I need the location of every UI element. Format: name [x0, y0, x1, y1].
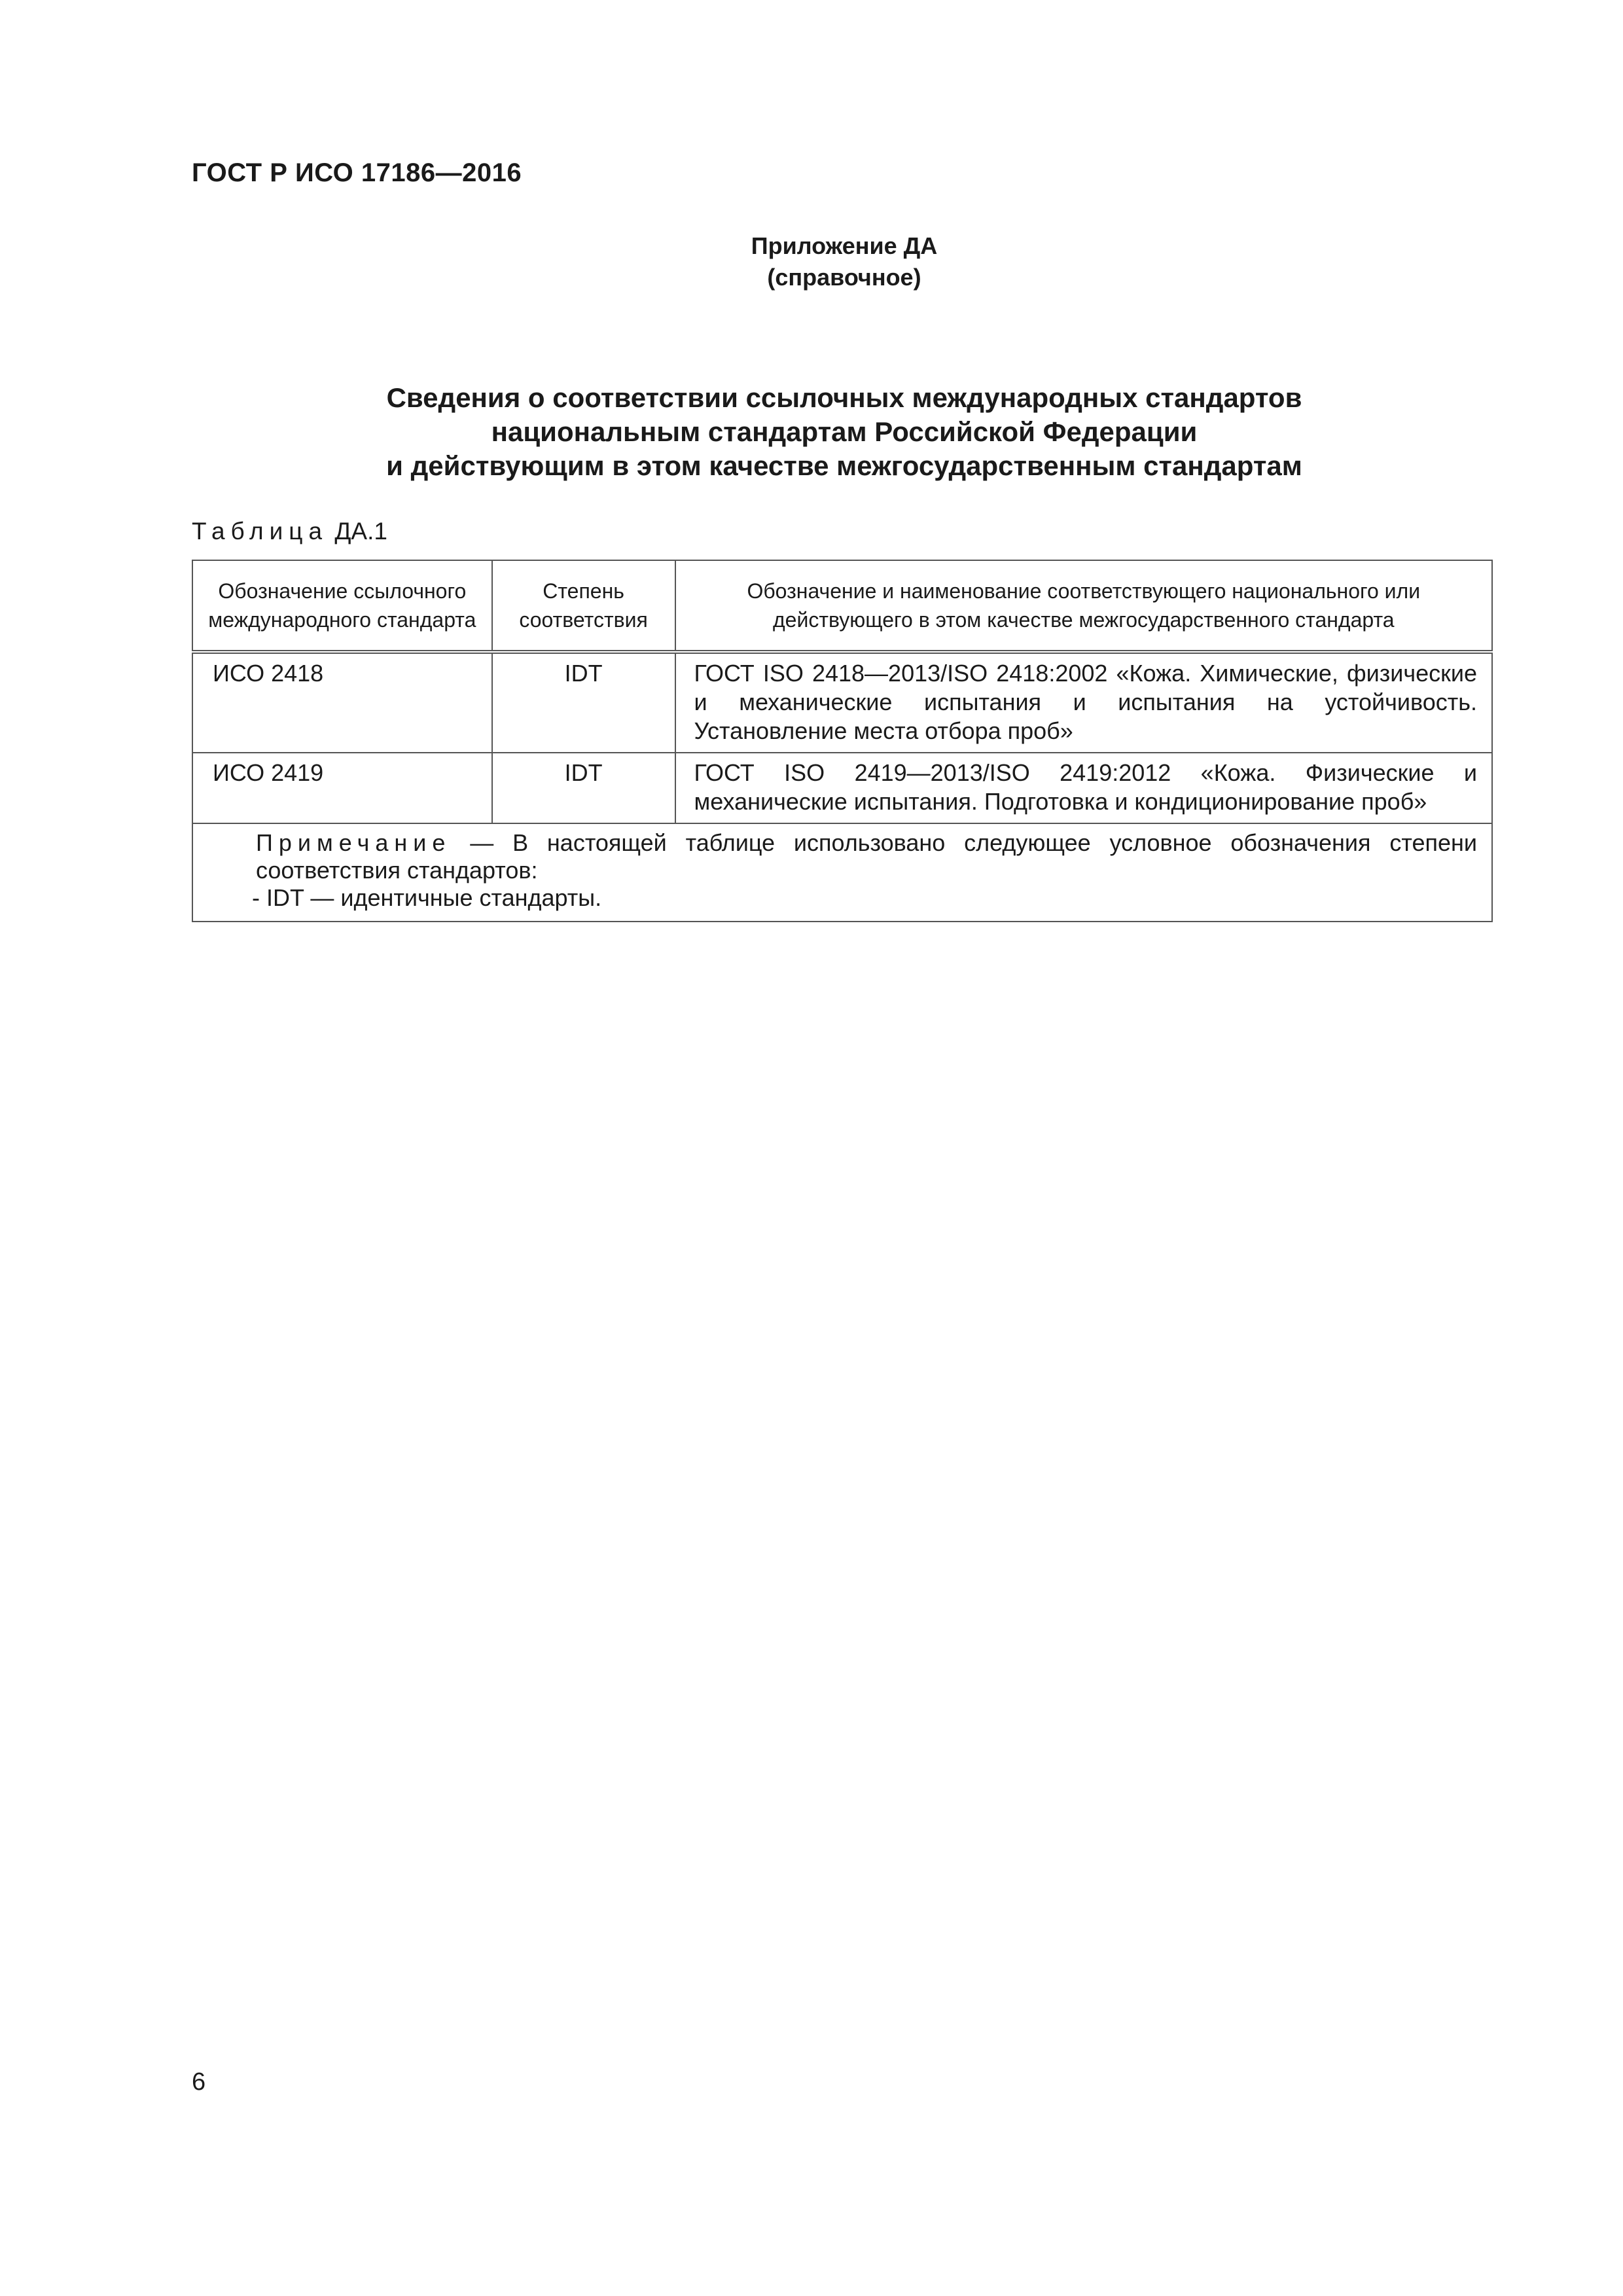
references-table [192, 560, 1493, 922]
national-standard-cell: ГОСТ ISO 2419—2013/ISO 2419:2012 «Кожа. Физические и механические испытания. Подготовка и кондиционирование проб» [675, 753, 1492, 823]
degree-cell: IDT [492, 652, 675, 753]
table-caption [192, 518, 387, 545]
reference-standard-cell: ИСО 2419 [192, 753, 492, 823]
table-row [192, 652, 1492, 753]
note-list-item: - IDT — идентичные стандарты. [252, 884, 602, 911]
title-line: национальным стандартам Российской Федерации [491, 416, 1198, 447]
note-body: — В настоящей таблице использовано следующее условное обозначения степени соответствия стандартов: [256, 829, 1477, 884]
national-standard-cell: ГОСТ ISO 2418—2013/ISO 2418:2002 «Кожа. Химические, физические и механические испытания и испытания на устойчивость. Установление места отбора проб» [675, 652, 1492, 753]
table-note-row [192, 823, 1492, 922]
table-header-cell: Обозначение и наименование соответствующего национального или действующего в этом качестве межгосударственного стандарта [675, 560, 1492, 652]
annex-main-title [262, 381, 1427, 483]
table-header-cell: Обозначение ссылочного международного стандарта [192, 560, 492, 652]
title-line: и действующим в этом качестве межгосударственным стандартам [386, 450, 1302, 481]
document-code-header: ГОСТ Р ИСО 17186—2016 [192, 158, 522, 187]
annex-type: (справочное) [767, 264, 921, 291]
table-caption-number: ДА.1 [334, 518, 387, 545]
table-note-cell [192, 823, 1492, 922]
page-number: 6 [192, 2068, 206, 2096]
annex-title: Приложение ДА [751, 232, 938, 259]
note-label: Примечание [256, 829, 452, 856]
degree-cell: IDT [492, 753, 675, 823]
annex-heading [654, 230, 1034, 293]
table-row [192, 753, 1492, 823]
table-note-text [200, 829, 1477, 884]
table-header-row [192, 560, 1492, 652]
table-caption-word: Таблица [192, 518, 329, 545]
title-line: Сведения о соответствии ссылочных международных стандартов [386, 382, 1302, 413]
table-header-cell: Степень соответствия [492, 560, 675, 652]
reference-standard-cell: ИСО 2418 [192, 652, 492, 753]
